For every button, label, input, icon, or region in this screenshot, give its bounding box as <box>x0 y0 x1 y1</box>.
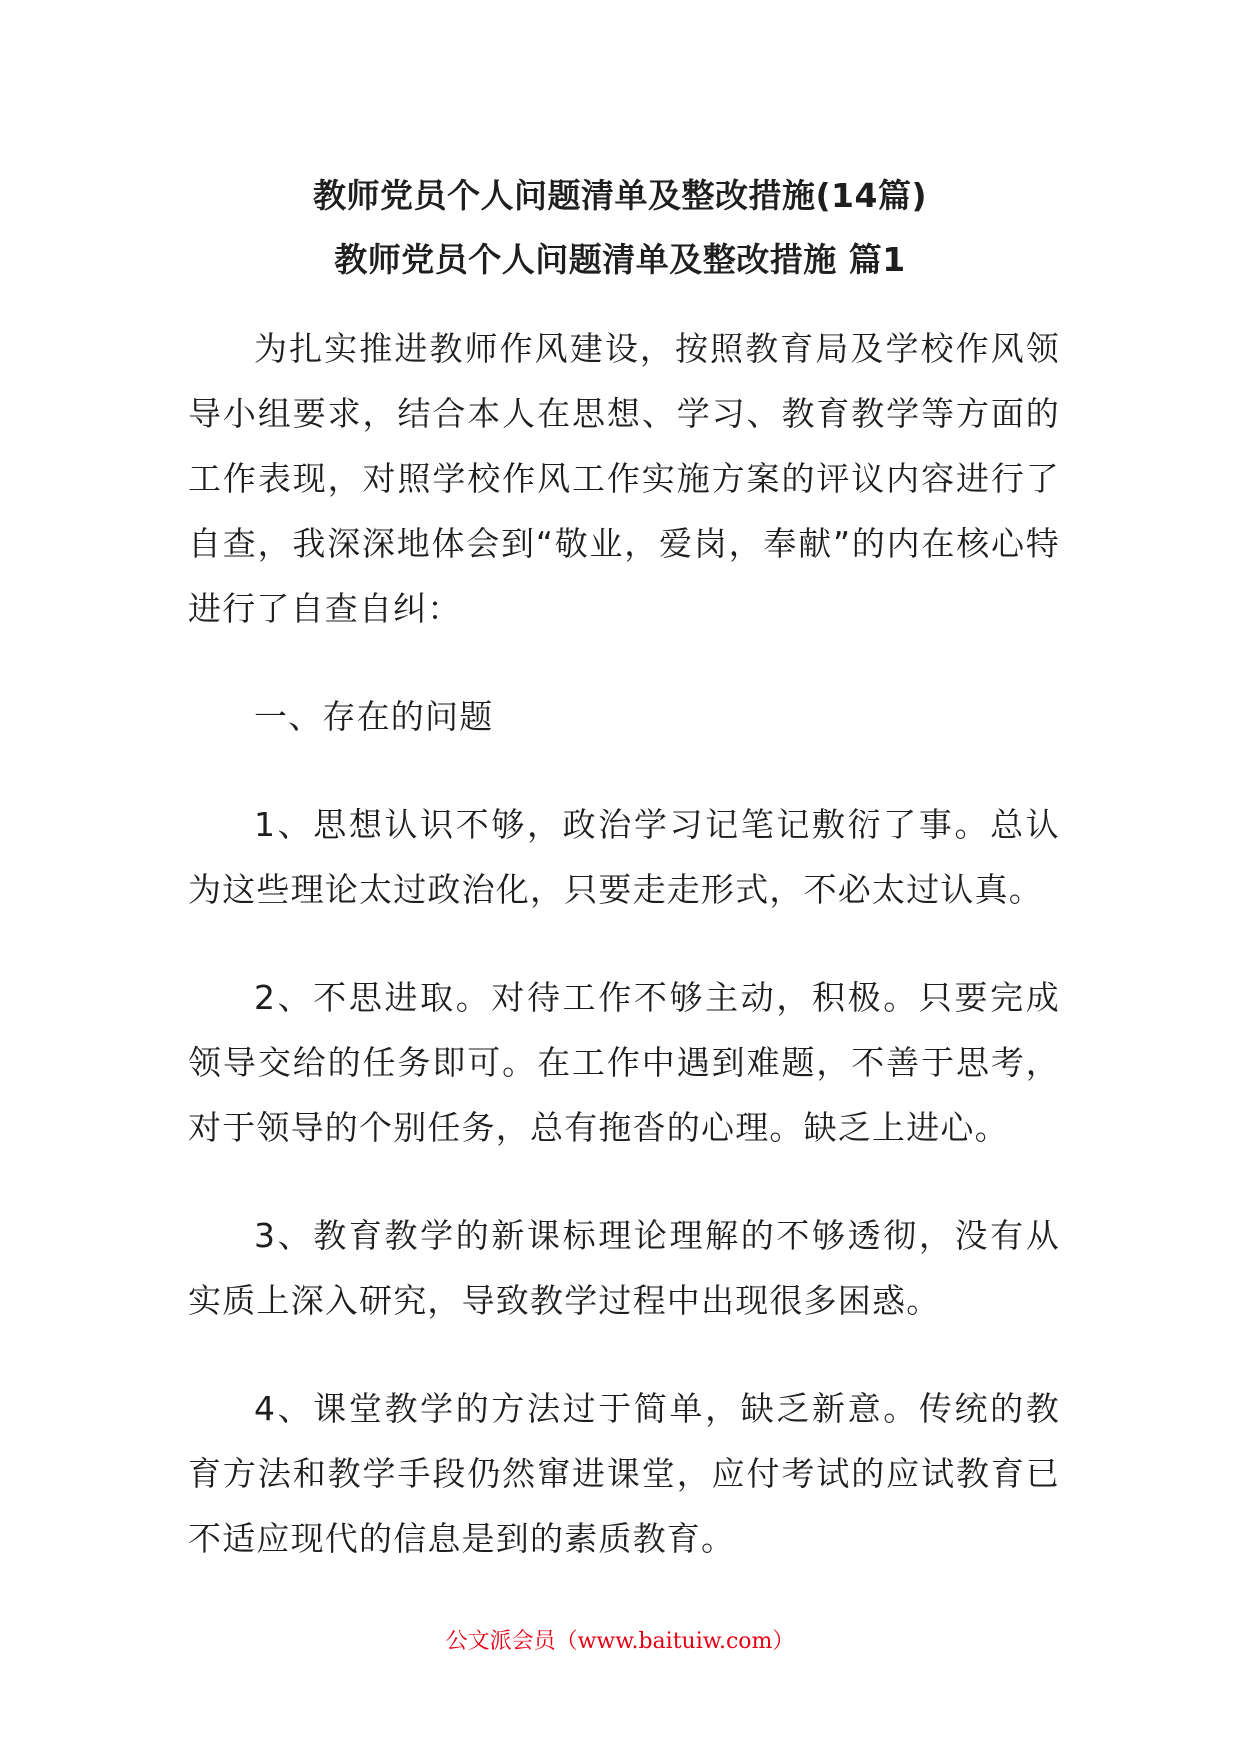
issue-paragraph-4: 4、课堂教学的方法过于简单，缺乏新意。传统的教育方法和教学手段仍然窜进课堂，应付考试的应试教育已不适应现代的信息是到的素质教育。 <box>188 1389 1060 1558</box>
intro-paragraph: 为扎实推进教师作风建设，按照教育局及学校作风领导小组要求，结合本人在思想、学习、教育教学等方面的工作表现，对照学校作风工作实施方案的评议内容进行了自查，我深深地体会到“敬业，爱岗，奉献”的内在核心特进行了自查自纠： <box>188 329 1060 628</box>
section-heading: 一、存在的问题 <box>254 697 494 736</box>
document-title: 教师党员个人问题清单及整改措施(14篇) <box>312 176 928 215</box>
issue-paragraph-1: 1、思想认识不够，政治学习记笔记敷衍了事。总认为这些理论太过政治化，只要走走形式，不必太过认真。 <box>188 805 1060 909</box>
issue-paragraph-3: 3、教育教学的新课标理论理解的不够透彻，没有从实质上深入研究，导致教学过程中出现很多困惑。 <box>188 1216 1060 1320</box>
issue-paragraph-2: 2、不思进取。对待工作不够主动，积极。只要完成领导交给的任务即可。在工作中遇到难题，不善于思考，对于领导的个别任务，总有拖沓的心理。缺乏上进心。 <box>188 978 1060 1147</box>
document-subtitle: 教师党员个人问题清单及整改措施 篇1 <box>334 240 906 279</box>
document-body <box>188 316 1060 1571</box>
footer-watermark: 公文派会员（www.baituiw.com） <box>445 1629 795 1654</box>
